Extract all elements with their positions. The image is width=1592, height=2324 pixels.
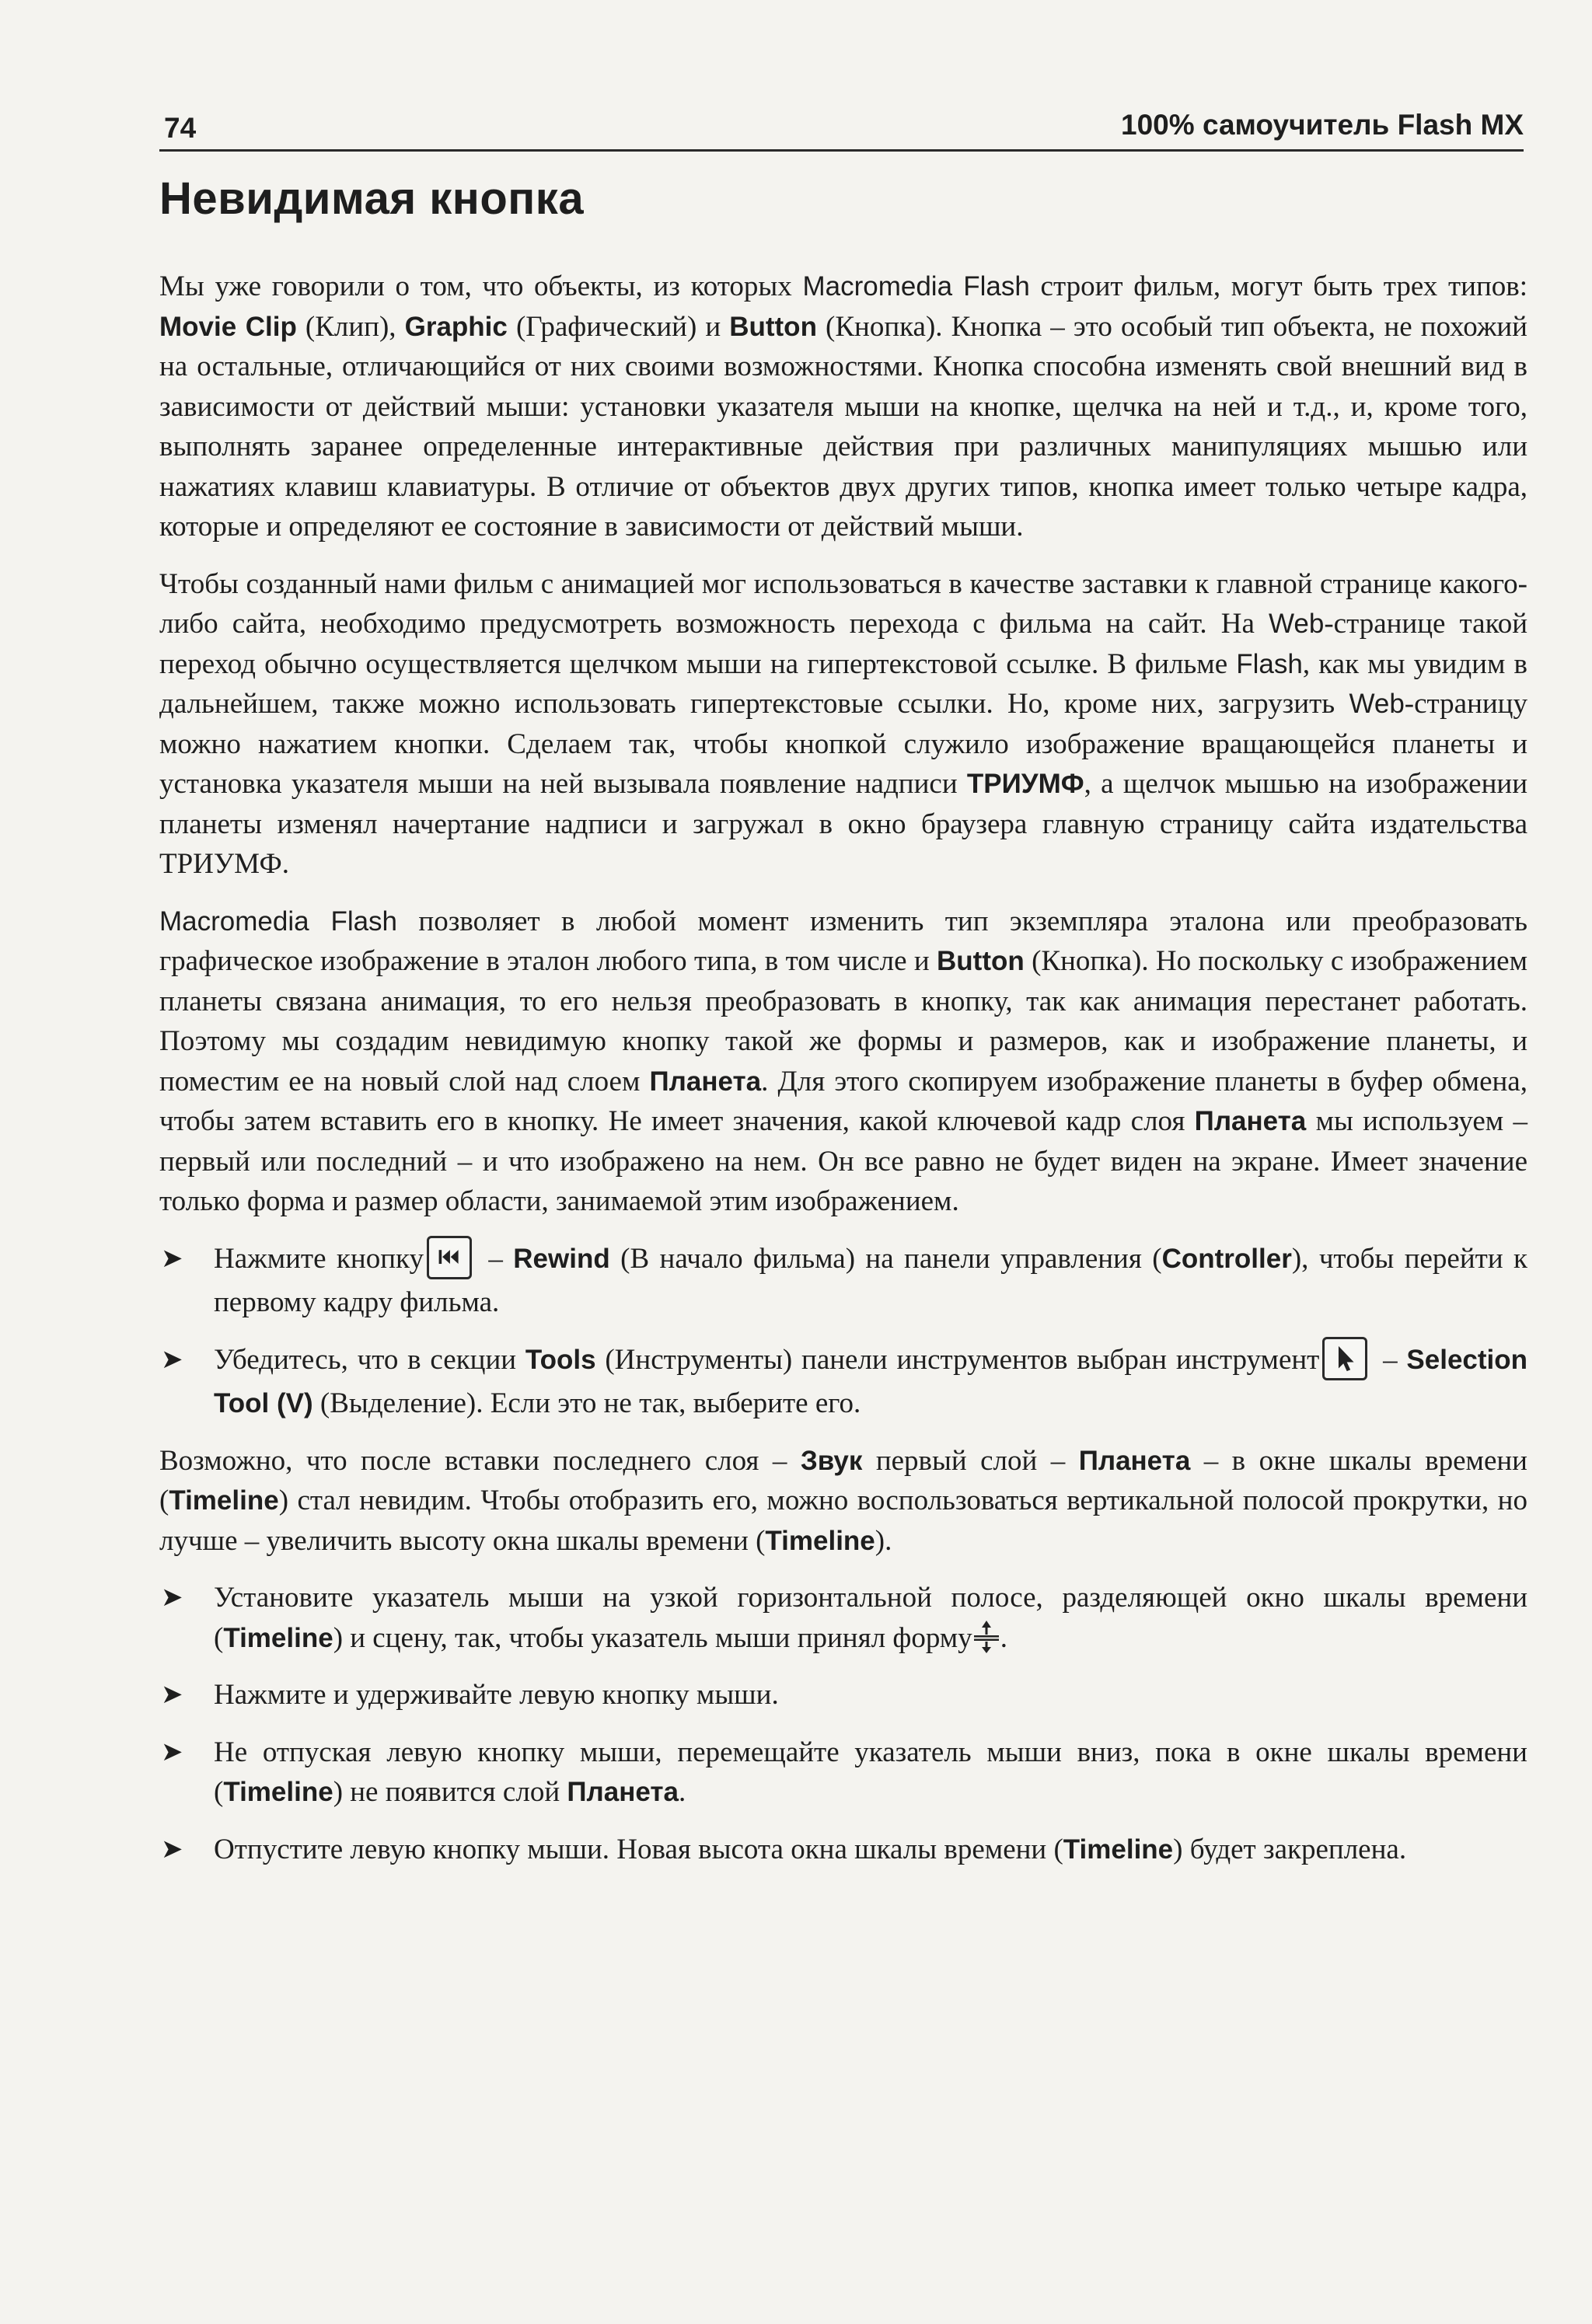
term-timeline: Timeline: [169, 1485, 279, 1516]
term-movie-clip: Movie Clip: [159, 311, 297, 342]
text: (Кнопка). Кнопка – это особый тип объекта, не похожий на остальные, отличающийся от них своими возможностями. Кнопка способна изменять свой внешний вид в зависимости от действий мыши: установки указателя мыши на кнопке, щелчка на ней и т.д., и, кроме того, выполнять заранее определенные интерактивные действия при различных манипуляциях мышью или нажатиях клавиш клавиатуры. В отличие от объектов двух других типов, кнопка имеет только четыре кадра, которые и определяют ее состояние в зависимости от действий мыши.: [159, 310, 1527, 543]
arrow-bullet-icon: ➤: [161, 1679, 183, 1711]
text: ) и сцену, так, чтобы указатель мыши принял форму: [333, 1621, 972, 1654]
term-timeline: Timeline: [223, 1777, 333, 1808]
term-planet-layer: Планета: [649, 1066, 762, 1097]
paragraph-invisible-button-intro: [159, 267, 1527, 547]
arrow-cursor-icon: [1322, 1337, 1367, 1380]
text: , как мы увидим в дальнейшем, также можно использовать гипертекстовые ссылки. Но, кроме них, загрузить: [159, 647, 1527, 720]
text: ) не появится слой: [333, 1776, 567, 1809]
list-item-place-cursor: [159, 1578, 1527, 1658]
paragraph-convert-symbol: [159, 902, 1527, 1222]
term-timeline: Timeline: [223, 1622, 333, 1653]
text: (Инструменты) панели инструментов выбран инструмент: [595, 1343, 1320, 1376]
rewind-icon: [427, 1236, 472, 1279]
term-web: Web: [1269, 609, 1325, 639]
text: Не отпуская левую кнопку мыши, перемещайте указатель мыши вниз, пока в окне шкалы времени (: [214, 1736, 1527, 1809]
text: Возможно, что после вставки последнего слоя –: [159, 1444, 801, 1477]
term-rewind: Rewind: [513, 1243, 610, 1274]
page-body: [159, 267, 1527, 1886]
paragraph-web-link: [159, 564, 1527, 885]
text: .: [1000, 1621, 1007, 1654]
vertical-resize-cursor-icon: [972, 1619, 1000, 1655]
text: Отпустите левую кнопку мыши. Новая высота окна шкалы времени (: [214, 1833, 1063, 1865]
text: (В начало фильма) на панели управления (: [609, 1242, 1162, 1275]
text: ), чтобы перейти к первому кадру фильма.: [214, 1242, 1527, 1319]
paragraph-timeline-height: [159, 1441, 1527, 1562]
text: (Кнопка). Но поскольку с изображением планеты связана анимация, то его нельзя преобразовать в кнопку, так как анимация перестанет работать. Поэтому мы создадим невидимую кнопку такой же формы и размеров, как и изображение планеты, и поместим ее на новый слой над слоем: [159, 945, 1527, 1097]
list-item-drag-down: [159, 1733, 1527, 1813]
text: Мы уже говорили о том, что объекты, из которых: [159, 270, 803, 302]
term-web: Web: [1349, 689, 1405, 719]
term-flash: Flash: [1236, 648, 1303, 679]
text: -странице такой переход обычно осуществляется щелчком мыши на гипертекстовой ссылке. В фильме: [159, 608, 1527, 680]
term-button: Button: [937, 946, 1025, 976]
text: Убедитесь, что в секции: [214, 1343, 525, 1376]
text: –: [477, 1242, 514, 1275]
text: Нажмите кнопку: [214, 1242, 424, 1275]
text: мы используем – первый или последний – и что изображено на нем. Он все равно не будет виден на экране. Имеет значение только форма и размер области, занимаемой этим изображением.: [159, 1105, 1527, 1217]
text: первый слой –: [862, 1444, 1079, 1477]
term-planet-layer: Планета: [1078, 1445, 1191, 1476]
running-title: 100% самоучитель Flash MX: [1121, 109, 1524, 141]
text: ).: [875, 1524, 892, 1557]
term-button: Button: [729, 311, 817, 342]
section-title: Невидимая кнопка: [159, 173, 585, 224]
term-planet-layer: Планета: [567, 1777, 679, 1808]
arrow-bullet-icon: ➤: [161, 1833, 183, 1865]
text: Нажмите и удерживайте левую кнопку мыши.: [214, 1679, 779, 1712]
term-sound-layer: Звук: [800, 1445, 863, 1476]
term-selection-tool: Selection Tool (V): [214, 1344, 1528, 1419]
text: позволяет в любой момент изменить тип экземпляра эталона или преобразовать графическое изображение в эталон любого типа, в том числе и: [159, 905, 1527, 977]
term-planet-layer: Планета: [1194, 1106, 1307, 1136]
arrow-bullet-icon: ➤: [161, 1242, 183, 1274]
text: (Графический) и: [507, 310, 730, 343]
text: Установите указатель мыши на узкой горизонтальной полосе, разделяющей окно шкалы времени (: [214, 1582, 1527, 1654]
text: . Для этого скопируем изображение планеты в буфер обмена, чтобы затем вставить его в кнопку. Не имеет значения, какой ключевой кадр слоя: [159, 1065, 1527, 1137]
text: ) будет закреплена.: [1173, 1833, 1407, 1865]
term-triumph: ТРИУМФ: [966, 769, 1084, 799]
term-timeline: Timeline: [1063, 1834, 1174, 1865]
text: -страницу можно нажатием кнопки. Сделаем так, чтобы кнопкой служило изображение вращающейся планеты и установка указателя мыши на ней вызывала появление надписи: [159, 688, 1527, 800]
arrow-bullet-icon: ➤: [161, 1582, 183, 1614]
text: Чтобы созданный нами фильм с анимацией мог использоваться в качестве заставки к главной странице какого-либо сайта, необходимо предусмотреть возможность перехода с фильма на сайт. На: [159, 567, 1527, 640]
arrow-bullet-icon: ➤: [161, 1343, 183, 1375]
page-number: 74: [164, 112, 197, 144]
text: (Клип),: [296, 310, 405, 343]
term-macromedia-flash: Macromedia Flash: [159, 906, 398, 937]
text: (Выделение). Если это не так, выберите его.: [312, 1387, 861, 1420]
list-item-release: [159, 1830, 1527, 1870]
text: .: [678, 1776, 686, 1809]
term-controller: Controller: [1161, 1243, 1292, 1274]
text: ) стал невидим. Чтобы отобразить его, можно воспользоваться вертикальной полосой прокрутки, но лучше – увеличить высоту окна шкалы времени (: [159, 1485, 1527, 1557]
term-timeline: Timeline: [765, 1525, 875, 1556]
text: –: [1374, 1343, 1407, 1376]
list-item-selection-tool: [159, 1340, 1527, 1424]
list-item-hold-button: [159, 1675, 1527, 1715]
list-item-rewind: [159, 1239, 1527, 1323]
text: – в окне шкалы времени (: [159, 1444, 1527, 1517]
arrow-bullet-icon: ➤: [161, 1736, 183, 1767]
term-graphic: Graphic: [404, 311, 508, 342]
text: , а щелчок мышью на изображении планеты изменял начертание надписи и загружал в окно браузера главную страницу сайта издательства ТРИУМФ.: [159, 768, 1527, 880]
term-tools: Tools: [525, 1344, 596, 1375]
term-macromedia-flash: Macromedia Flash: [802, 271, 1030, 302]
page-header: [159, 109, 1524, 152]
text: строит фильм, могут быть трех типов:: [1029, 270, 1527, 302]
